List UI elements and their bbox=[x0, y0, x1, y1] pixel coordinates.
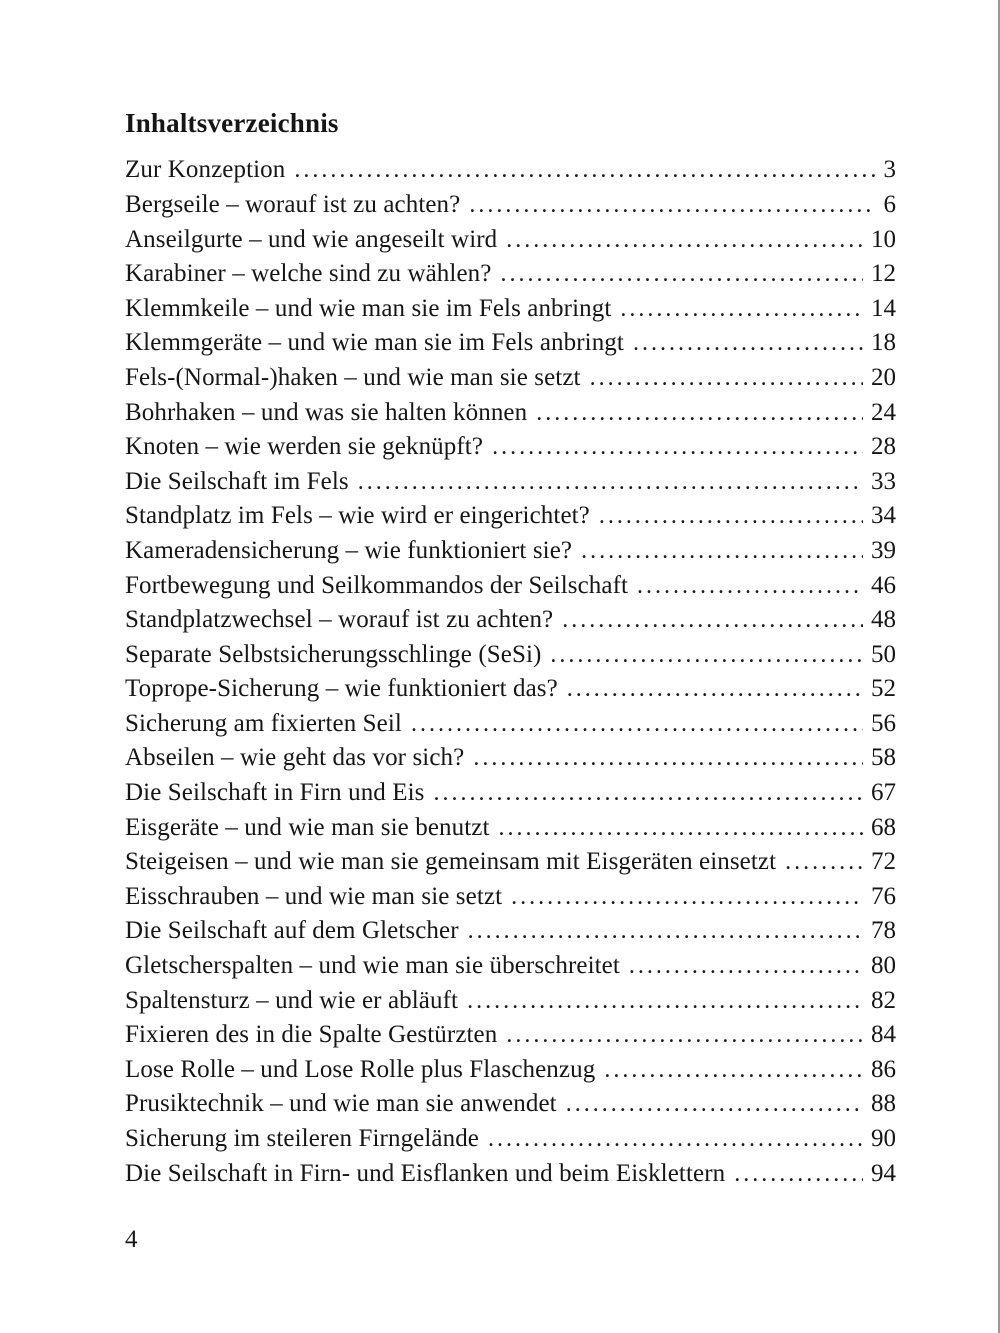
toc-entry-page: 10 bbox=[871, 225, 896, 253]
toc-entry-label: Karabiner – welche sind zu wählen? bbox=[125, 260, 492, 288]
toc-dot-leader bbox=[633, 326, 863, 361]
toc-entry bbox=[125, 914, 896, 949]
toc-entry bbox=[125, 741, 896, 776]
toc-entry-label: Fixieren des in die Spalte Gestürzten bbox=[125, 1021, 498, 1049]
toc-entry-label: Lose Rolle – und Lose Rolle plus Flaschenzug bbox=[125, 1055, 596, 1083]
toc-entry-page: 6 bbox=[883, 190, 896, 218]
toc-entry-label: Spaltensturz – und wie er abläuft bbox=[125, 986, 459, 1014]
toc-dot-leader bbox=[434, 776, 864, 811]
toc-entry bbox=[125, 638, 896, 673]
toc-entry bbox=[125, 534, 896, 569]
toc-dot-leader bbox=[785, 845, 863, 880]
toc-entry-label: Die Seilschaft im Fels bbox=[125, 467, 349, 495]
toc-dot-leader bbox=[536, 396, 863, 431]
toc-dot-leader bbox=[567, 672, 863, 707]
toc-entry bbox=[125, 1157, 896, 1192]
toc-entry-label: Anseilgurte – und wie angeseilt wird bbox=[125, 225, 498, 253]
toc-entry-label: Klemmgeräte – und wie man sie im Fels anbringt bbox=[125, 329, 624, 357]
toc-entry-page: 84 bbox=[871, 1021, 896, 1049]
toc-entry-page: 88 bbox=[871, 1090, 896, 1118]
toc-dot-leader bbox=[734, 1157, 863, 1192]
toc-entry-page: 14 bbox=[871, 294, 896, 322]
toc-entry-page: 48 bbox=[871, 606, 896, 634]
toc-entry-label: Kameradensicherung – wie funktioniert sie? bbox=[125, 536, 573, 564]
toc-entry-page: 72 bbox=[871, 848, 896, 876]
toc-entry bbox=[125, 1018, 896, 1053]
toc-dot-leader bbox=[499, 811, 864, 846]
toc-entry bbox=[125, 569, 896, 604]
toc-entry-page: 3 bbox=[883, 156, 896, 184]
toc-entry-page: 58 bbox=[871, 744, 896, 772]
toc-dot-leader bbox=[550, 638, 863, 673]
toc-dot-leader bbox=[629, 949, 863, 984]
toc-entry bbox=[125, 1053, 896, 1088]
toc-entry-page: 80 bbox=[871, 952, 896, 980]
toc-dot-leader bbox=[469, 188, 875, 223]
toc-entry-label: Standplatzwechsel – worauf ist zu achten? bbox=[125, 606, 554, 634]
toc-entry-page: 56 bbox=[871, 709, 896, 737]
toc-entry bbox=[125, 361, 896, 396]
toc-dot-leader bbox=[620, 292, 863, 327]
toc-entry bbox=[125, 707, 896, 742]
toc-dot-leader bbox=[468, 914, 863, 949]
toc-entry bbox=[125, 811, 896, 846]
toc-dot-leader bbox=[467, 984, 863, 1019]
toc-entry-label: Die Seilschaft in Firn und Eis bbox=[125, 779, 425, 807]
toc-entry-label: Eisschrauben – und wie man sie setzt bbox=[125, 882, 503, 910]
toc-entry-page: 33 bbox=[871, 467, 896, 495]
toc-entry-label: Steigeisen – und wie man sie gemeinsam mit Eisgeräten einsetzt bbox=[125, 848, 777, 876]
toc-entry bbox=[125, 257, 896, 292]
toc-entry-page: 94 bbox=[871, 1159, 896, 1187]
toc-entry bbox=[125, 845, 896, 880]
page-number: 4 bbox=[125, 1226, 138, 1253]
toc-entry-page: 34 bbox=[871, 502, 896, 530]
toc-dot-leader bbox=[488, 1122, 863, 1157]
toc-list bbox=[125, 153, 896, 1191]
toc-entry bbox=[125, 326, 896, 361]
toc-entry-label: Klemmkeile – und wie man sie im Fels anbringt bbox=[125, 294, 612, 322]
toc-dot-leader bbox=[637, 569, 863, 604]
toc-entry bbox=[125, 292, 896, 327]
toc-entry-label: Separate Selbstsicherungsschlinge (SeSi) bbox=[125, 640, 542, 668]
toc-entry bbox=[125, 499, 896, 534]
toc-content bbox=[125, 0, 896, 1191]
toc-dot-leader bbox=[566, 1087, 863, 1122]
toc-entry-label: Knoten – wie werden sie geknüpft? bbox=[125, 433, 484, 461]
toc-entry bbox=[125, 880, 896, 915]
toc-entry-label: Sicherung am fixierten Seil bbox=[125, 709, 402, 737]
toc-entry bbox=[125, 776, 896, 811]
toc-dot-leader bbox=[473, 741, 863, 776]
toc-entry bbox=[125, 1122, 896, 1157]
toc-entry bbox=[125, 672, 896, 707]
page-title: Inhaltsverzeichnis bbox=[125, 108, 339, 138]
toc-dot-leader bbox=[500, 257, 863, 292]
toc-entry bbox=[125, 984, 896, 1019]
toc-dot-leader bbox=[604, 1053, 863, 1088]
toc-entry-page: 12 bbox=[871, 260, 896, 288]
toc-entry-label: Sicherung im steileren Firngelände bbox=[125, 1125, 479, 1153]
toc-entry-page: 52 bbox=[871, 675, 896, 703]
toc-entry bbox=[125, 603, 896, 638]
toc-entry-page: 68 bbox=[871, 813, 896, 841]
toc-entry bbox=[125, 1087, 896, 1122]
toc-dot-leader bbox=[358, 465, 863, 500]
toc-entry bbox=[125, 396, 896, 431]
toc-entry-page: 28 bbox=[871, 433, 896, 461]
toc-entry bbox=[125, 153, 896, 188]
toc-entry-label: Gletscherspalten – und wie man sie überschreitet bbox=[125, 952, 620, 980]
toc-entry-label: Eisgeräte – und wie man sie benutzt bbox=[125, 813, 490, 841]
toc-entry-label: Die Seilschaft auf dem Gletscher bbox=[125, 917, 459, 945]
toc-dot-leader bbox=[511, 880, 863, 915]
toc-entry bbox=[125, 223, 896, 258]
toc-entry bbox=[125, 465, 896, 500]
toc-entry-page: 18 bbox=[871, 329, 896, 357]
toc-entry-label: Prusiktechnik – und wie man sie anwendet bbox=[125, 1090, 557, 1118]
toc-entry bbox=[125, 430, 896, 465]
toc-entry-label: Abseilen – wie geht das vor sich? bbox=[125, 744, 465, 772]
toc-dot-leader bbox=[599, 499, 863, 534]
toc-entry-label: Standplatz im Fels – wie wird er eingerichtet? bbox=[125, 502, 590, 530]
toc-entry-page: 76 bbox=[871, 882, 896, 910]
toc-dot-leader bbox=[411, 707, 863, 742]
toc-dot-leader bbox=[506, 223, 863, 258]
toc-dot-leader bbox=[562, 603, 863, 638]
toc-dot-leader bbox=[506, 1018, 863, 1053]
toc-dot-leader bbox=[294, 153, 875, 188]
toc-entry-page: 20 bbox=[871, 363, 896, 391]
toc-entry-page: 86 bbox=[871, 1055, 896, 1083]
toc-entry-page: 50 bbox=[871, 640, 896, 668]
toc-entry-label: Toprope-Sicherung – wie funktioniert das? bbox=[125, 675, 558, 703]
toc-entry-label: Fels-(Normal-)haken – und wie man sie setzt bbox=[125, 363, 581, 391]
toc-dot-leader bbox=[590, 361, 863, 396]
toc-entry-page: 82 bbox=[871, 986, 896, 1014]
toc-entry-page: 90 bbox=[871, 1125, 896, 1153]
toc-entry-label: Die Seilschaft in Firn- und Eisflanken und beim Eisklettern bbox=[125, 1159, 726, 1187]
toc-entry-label: Zur Konzeption bbox=[125, 156, 286, 184]
toc-entry-page: 78 bbox=[871, 917, 896, 945]
toc-dot-leader bbox=[492, 430, 863, 465]
toc-entry-page: 46 bbox=[871, 571, 896, 599]
toc-entry-page: 24 bbox=[871, 398, 896, 426]
toc-dot-leader bbox=[581, 534, 863, 569]
toc-entry-page: 67 bbox=[871, 779, 896, 807]
toc-entry-label: Fortbewegung und Seilkommandos der Seilschaft bbox=[125, 571, 629, 599]
toc-entry bbox=[125, 188, 896, 223]
toc-entry-page: 39 bbox=[871, 536, 896, 564]
toc-entry-label: Bohrhaken – und was sie halten können bbox=[125, 398, 528, 426]
toc-entry bbox=[125, 949, 896, 984]
toc-entry-label: Bergseile – worauf ist zu achten? bbox=[125, 190, 461, 218]
